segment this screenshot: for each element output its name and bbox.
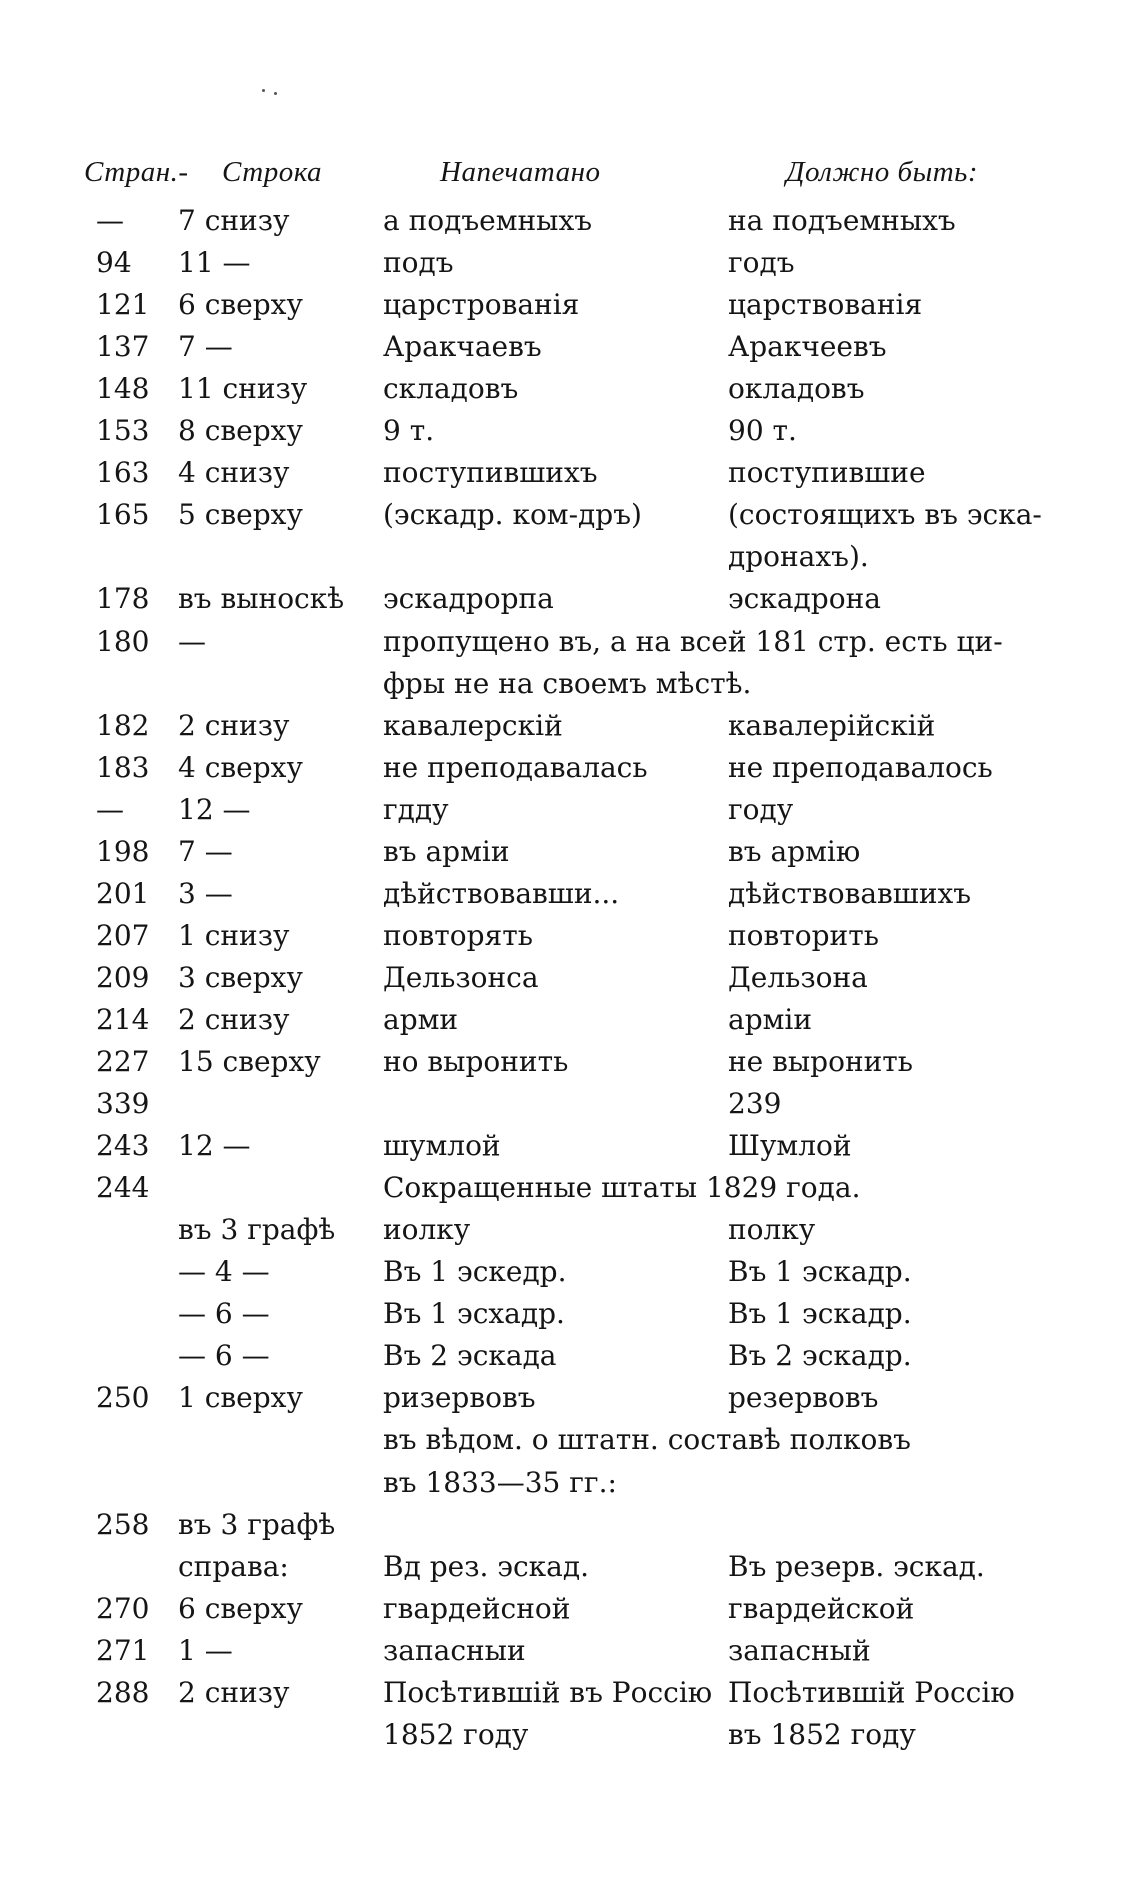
corrected-text: въ 1852 году (728, 1717, 916, 1751)
errata-row (0, 326, 1140, 368)
line-ref: 12 — (178, 1129, 251, 1163)
line-ref: — 4 — (178, 1255, 270, 1289)
line-ref: въ 3 графѣ (178, 1213, 336, 1247)
errata-row (0, 242, 1140, 284)
page-number: 183 (96, 750, 150, 784)
errata-row (0, 1251, 1140, 1293)
line-ref: въ 3 графѣ (178, 1507, 336, 1541)
errata-row (0, 1588, 1140, 1630)
errata-note: въ вѣдом. о штатн. составѣ полковъ (383, 1423, 911, 1457)
corrected-text: Въ 1 эскадр. (728, 1297, 912, 1331)
corrected-text: эскадрона (728, 582, 881, 616)
corrected-text: дѣйствовавшихъ (728, 876, 972, 910)
line-ref: 11 снизу (178, 372, 308, 406)
errata-note: пропущено въ, а на всей 181 стр. есть ци- (383, 624, 1003, 658)
errata-row (0, 1293, 1140, 1335)
printed-text: повторять (383, 918, 533, 952)
page-number: — (96, 204, 124, 237)
printed-text: складовъ (383, 372, 519, 406)
printed-text: 1852 году (383, 1717, 529, 1751)
printed-text: Вд рез. эскад. (383, 1549, 589, 1583)
print-speck (262, 89, 265, 92)
page-number: 339 (96, 1087, 150, 1121)
errata-row (0, 578, 1140, 620)
printed-text: поступившихъ (383, 456, 598, 490)
page-number: 209 (96, 960, 150, 994)
errata-row (0, 410, 1140, 452)
line-ref: 3 сверху (178, 960, 303, 994)
corrected-text: годъ (728, 246, 795, 280)
line-ref: 4 сверху (178, 750, 303, 784)
errata-row (0, 705, 1140, 747)
printed-text: дѣйствовавши... (383, 876, 620, 910)
line-ref: 7 — (178, 330, 233, 364)
errata-row (0, 1167, 1140, 1209)
errata-row (0, 915, 1140, 957)
page-number: 153 (96, 414, 150, 448)
line-ref: 6 сверху (178, 1591, 303, 1625)
corrected-text: не преподавалось (728, 750, 993, 784)
errata-row (0, 452, 1140, 494)
corrected-text: повторить (728, 918, 879, 952)
corrected-text: на подъемныхъ (728, 204, 956, 237)
corrected-text: году (728, 792, 794, 826)
printed-text: а подъемныхъ (383, 204, 593, 237)
corrected-text: арміи (728, 1002, 813, 1036)
page-number: 178 (96, 582, 150, 616)
errata-row (0, 1419, 1140, 1461)
printed-text: (эскадр. ком-дръ) (383, 498, 642, 532)
line-ref: 15 сверху (178, 1045, 321, 1078)
line-ref: 1 снизу (178, 918, 290, 952)
corrected-text: 90 т. (728, 414, 797, 448)
printed-text: но выронить (383, 1045, 569, 1078)
line-ref: — 6 — (178, 1297, 270, 1331)
printed-text: Въ 2 эскада (383, 1339, 557, 1373)
corrected-text: Въ резерв. эскад. (728, 1549, 985, 1583)
printed-text: Въ 1 эскедр. (383, 1255, 567, 1289)
printed-text: 9 т. (383, 414, 435, 448)
corrected-text: запасный (728, 1633, 871, 1667)
line-ref: 1 сверху (178, 1381, 303, 1415)
corrected-text: 239 (728, 1087, 782, 1121)
errata-row (0, 621, 1140, 663)
page-number: 227 (96, 1045, 150, 1078)
header-should-be: Должно быть: (786, 156, 979, 188)
errata-row (0, 789, 1140, 831)
line-ref: 5 сверху (178, 498, 303, 532)
line-ref: 2 снизу (178, 1675, 290, 1709)
errata-row (0, 1125, 1140, 1167)
printed-text: подъ (383, 246, 454, 280)
corrected-text: окладовъ (728, 372, 865, 406)
line-ref: 2 снизу (178, 708, 290, 742)
errata-row (0, 1335, 1140, 1377)
corrected-text: Дельзона (728, 960, 868, 994)
corrected-text: въ армію (728, 834, 861, 868)
line-ref: 1 — (178, 1633, 233, 1667)
header-line: Строка (222, 156, 323, 188)
corrected-text: кавалерійскій (728, 708, 936, 742)
page-number: 198 (96, 834, 150, 868)
page-number: 201 (96, 876, 150, 910)
line-ref: 7 — (178, 834, 233, 868)
printed-text: Аракчаевъ (383, 330, 542, 364)
errata-row (0, 1377, 1140, 1419)
line-ref: 2 снизу (178, 1002, 290, 1036)
corrected-text: полку (728, 1213, 816, 1247)
page-number: 148 (96, 372, 150, 406)
errata-row (0, 1546, 1140, 1588)
printed-text: гвардейсной (383, 1591, 571, 1625)
page-number: 121 (96, 288, 150, 322)
printed-text: арми (383, 1002, 459, 1036)
errata-row (0, 747, 1140, 789)
page-number: 244 (96, 1171, 150, 1205)
errata-row (0, 873, 1140, 915)
line-ref: 6 сверху (178, 288, 303, 322)
corrected-text: резервовъ (728, 1381, 879, 1415)
line-ref: справа: (178, 1549, 289, 1583)
page-number: 180 (96, 624, 150, 658)
corrected-text: гвардейской (728, 1591, 915, 1625)
page-number: 94 (96, 246, 132, 280)
page-number: 258 (96, 1507, 150, 1541)
line-ref: — 6 — (178, 1339, 270, 1373)
corrected-text: Шумлой (728, 1129, 852, 1163)
printed-text: въ арміи (383, 834, 510, 868)
line-ref: въ выноскѣ (178, 582, 345, 616)
corrected-text: царствованія (728, 288, 923, 322)
errata-row (0, 1504, 1140, 1546)
errata-row (0, 957, 1140, 999)
corrected-text: Въ 2 эскадр. (728, 1339, 912, 1373)
printed-text: гдду (383, 792, 449, 826)
errata-row (0, 368, 1140, 410)
errata-row (0, 536, 1140, 578)
errata-row (0, 1714, 1140, 1756)
line-ref: 8 сверху (178, 414, 303, 448)
line-ref: — (178, 624, 206, 658)
printed-text: не преподавалась (383, 750, 648, 784)
errata-row (0, 1209, 1140, 1251)
line-ref: 3 — (178, 876, 233, 910)
errata-row (0, 663, 1140, 705)
corrected-text: (состоящихъ въ эска- (728, 498, 1042, 532)
errata-row (0, 284, 1140, 326)
errata-row (0, 1462, 1140, 1504)
corrected-text: Въ 1 эскадр. (728, 1255, 912, 1289)
errata-row (0, 1672, 1140, 1714)
printed-text: эскадрорпа (383, 582, 554, 616)
printed-text: царстрованія (383, 288, 580, 322)
printed-text: запасныи (383, 1633, 526, 1667)
printed-text: ризервовъ (383, 1381, 536, 1415)
corrected-text: Аракчеевъ (728, 330, 887, 364)
header-printed: Напечатано (440, 156, 601, 188)
corrected-text: не выронить (728, 1045, 914, 1078)
page-number: 214 (96, 1002, 150, 1036)
printed-text: Въ 1 эсхадр. (383, 1297, 565, 1331)
errata-row (0, 831, 1140, 873)
errata-note: въ 1833—35 гг.: (383, 1465, 617, 1499)
errata-row (0, 494, 1140, 536)
printed-text: шумлой (383, 1129, 501, 1163)
print-speck (274, 92, 277, 95)
page-number: 182 (96, 708, 150, 742)
page-number: 250 (96, 1381, 150, 1415)
errata-row (0, 200, 1140, 242)
page-number: 163 (96, 456, 150, 490)
header-page: Стран.- (84, 156, 189, 188)
line-ref: 7 снизу (178, 204, 290, 237)
errata-note: фры не на своемъ мѣстѣ. (383, 666, 752, 700)
printed-text: Посѣтившій въ Россію (383, 1675, 713, 1709)
printed-text: Дельзонса (383, 960, 539, 994)
page-number: 137 (96, 330, 150, 364)
errata-note: Сокращенные штаты 1829 года. (383, 1171, 861, 1205)
page-number: 271 (96, 1633, 150, 1667)
errata-row (0, 1041, 1140, 1083)
corrected-text: дронахъ). (728, 540, 869, 574)
corrected-text: Посѣтившій Россію (728, 1675, 1015, 1709)
errata-row (0, 1630, 1140, 1672)
line-ref: 12 — (178, 792, 251, 826)
page-number: — (96, 792, 124, 826)
printed-text: иолку (383, 1213, 471, 1247)
line-ref: 11 — (178, 246, 251, 280)
errata-row (0, 1083, 1140, 1125)
corrected-text: поступившие (728, 456, 926, 490)
page-number: 270 (96, 1591, 150, 1625)
errata-row (0, 999, 1140, 1041)
page-number: 243 (96, 1129, 150, 1163)
page-number: 207 (96, 918, 150, 952)
printed-text: кавалерскій (383, 708, 563, 742)
page-number: 165 (96, 498, 150, 532)
line-ref: 4 снизу (178, 456, 290, 490)
page-number: 288 (96, 1675, 150, 1709)
